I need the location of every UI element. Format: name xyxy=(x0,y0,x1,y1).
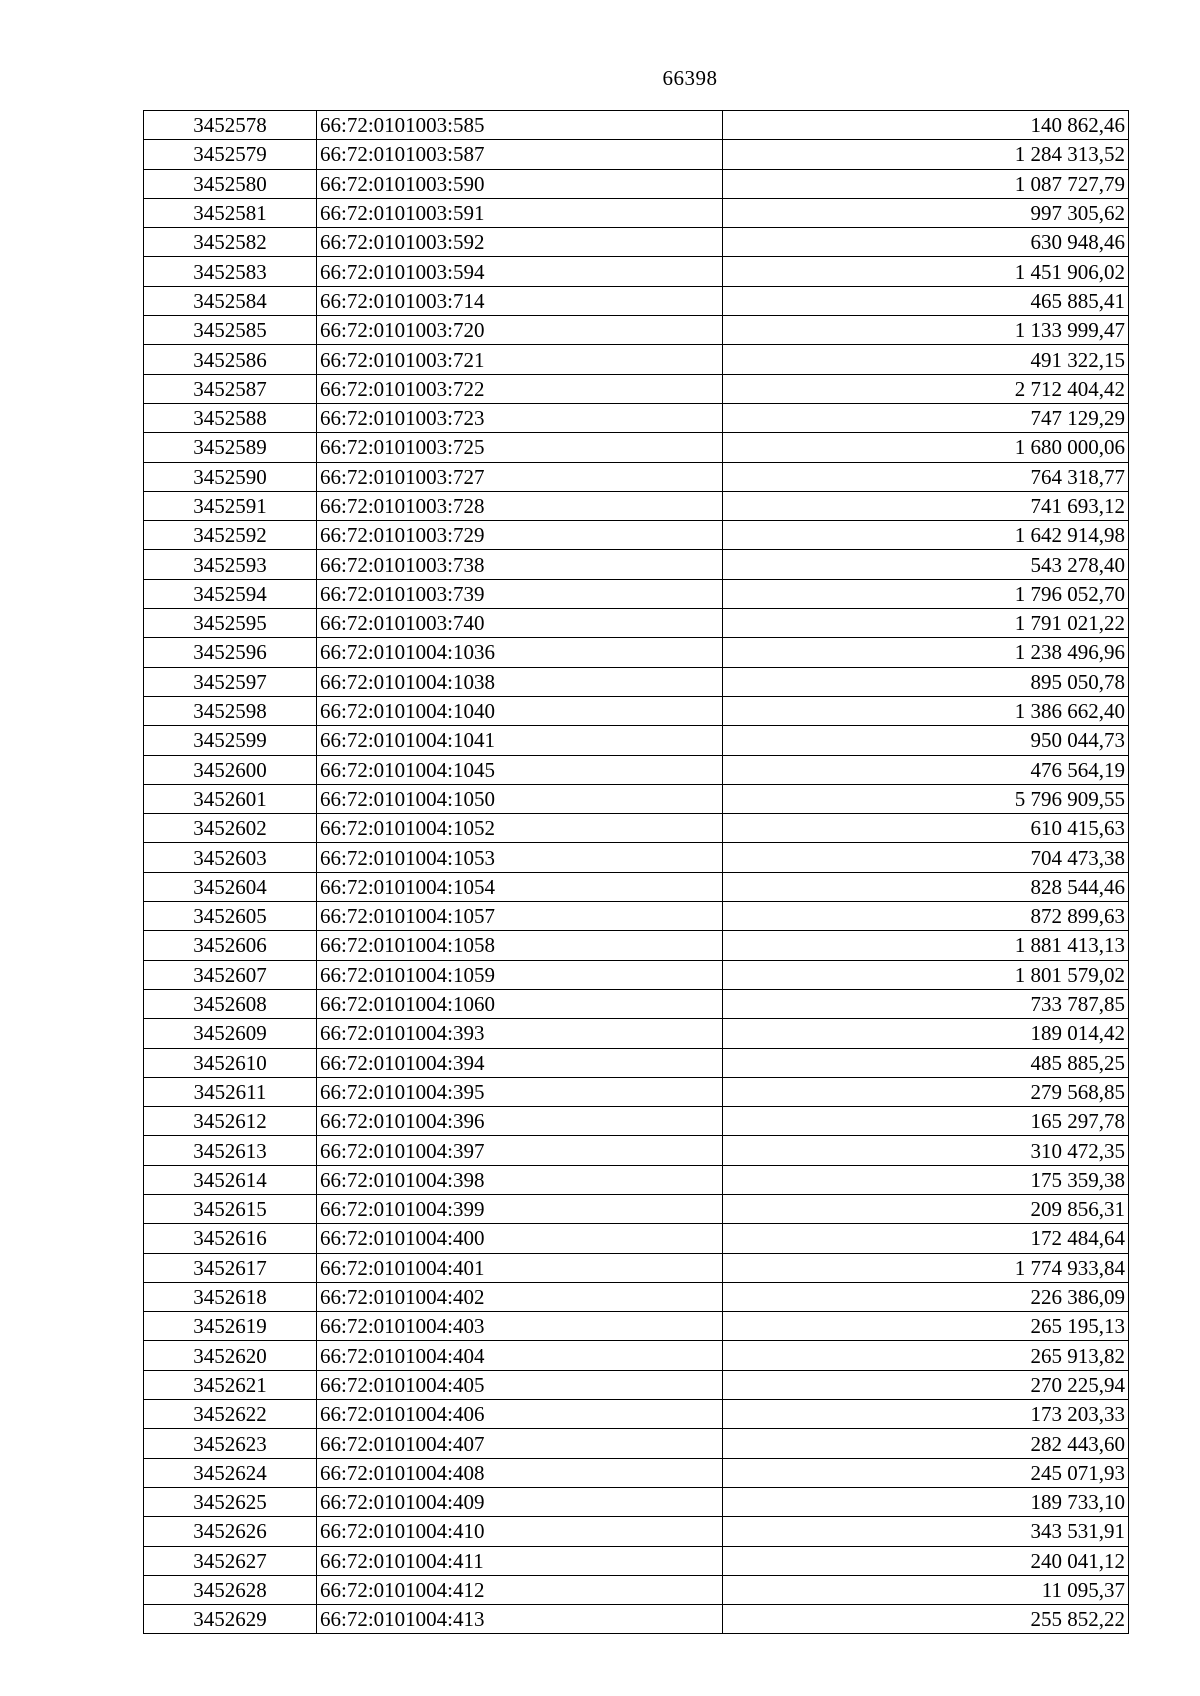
row-id-cell: 3452616 xyxy=(144,1224,317,1253)
table-row xyxy=(144,931,1129,960)
table-row xyxy=(144,726,1129,755)
cadastral-value-cell: 997 305,62 xyxy=(723,198,1129,227)
cadastral-number-cell: 66:72:0101003:739 xyxy=(317,579,723,608)
cadastral-value-cell: 741 693,12 xyxy=(723,491,1129,520)
table-row xyxy=(144,521,1129,550)
table-row xyxy=(144,667,1129,696)
row-id-cell: 3452585 xyxy=(144,316,317,345)
cadastral-value-cell: 1 774 933,84 xyxy=(723,1253,1129,1282)
cadastral-value-cell: 895 050,78 xyxy=(723,667,1129,696)
cadastral-number-cell: 66:72:0101004:1054 xyxy=(317,872,723,901)
cadastral-number-cell: 66:72:0101003:723 xyxy=(317,403,723,432)
table-row xyxy=(144,1253,1129,1282)
table-row xyxy=(144,316,1129,345)
table-row xyxy=(144,1487,1129,1516)
row-id-cell: 3452583 xyxy=(144,257,317,286)
cadastral-value-cell: 1 087 727,79 xyxy=(723,169,1129,198)
cadastral-number-cell: 66:72:0101004:410 xyxy=(317,1517,723,1546)
table-row xyxy=(144,1605,1129,1634)
table-row xyxy=(144,638,1129,667)
row-id-cell: 3452588 xyxy=(144,403,317,432)
table-row xyxy=(144,1282,1129,1311)
cadastral-value-cell: 2 712 404,42 xyxy=(723,374,1129,403)
row-id-cell: 3452611 xyxy=(144,1077,317,1106)
cadastral-value-cell: 465 885,41 xyxy=(723,286,1129,315)
table-row xyxy=(144,579,1129,608)
row-id-cell: 3452590 xyxy=(144,462,317,491)
cadastral-number-cell: 66:72:0101003:591 xyxy=(317,198,723,227)
cadastral-number-cell: 66:72:0101004:412 xyxy=(317,1575,723,1604)
cadastral-value-cell: 1 238 496,96 xyxy=(723,638,1129,667)
table-row xyxy=(144,1107,1129,1136)
cadastral-number-cell: 66:72:0101004:400 xyxy=(317,1224,723,1253)
row-id-cell: 3452605 xyxy=(144,902,317,931)
cadastral-number-cell: 66:72:0101004:411 xyxy=(317,1546,723,1575)
table-row xyxy=(144,111,1129,140)
cadastral-value-cell: 1 796 052,70 xyxy=(723,579,1129,608)
row-id-cell: 3452628 xyxy=(144,1575,317,1604)
table-row xyxy=(144,1048,1129,1077)
row-id-cell: 3452615 xyxy=(144,1194,317,1223)
table-row xyxy=(144,1458,1129,1487)
table-row xyxy=(144,1429,1129,1458)
cadastral-value-cell: 704 473,38 xyxy=(723,843,1129,872)
cadastral-value-cell: 950 044,73 xyxy=(723,726,1129,755)
cadastral-value-cell: 270 225,94 xyxy=(723,1370,1129,1399)
cadastral-value-cell: 240 041,12 xyxy=(723,1546,1129,1575)
table-row xyxy=(144,1165,1129,1194)
row-id-cell: 3452591 xyxy=(144,491,317,520)
row-id-cell: 3452612 xyxy=(144,1107,317,1136)
cadastral-value-cell: 265 195,13 xyxy=(723,1312,1129,1341)
cadastral-value-table xyxy=(143,110,1129,1634)
table-row xyxy=(144,198,1129,227)
table-row xyxy=(144,755,1129,784)
cadastral-value-cell: 485 885,25 xyxy=(723,1048,1129,1077)
cadastral-number-cell: 66:72:0101003:592 xyxy=(317,228,723,257)
cadastral-value-cell: 189 014,42 xyxy=(723,1019,1129,1048)
cadastral-value-cell: 1 881 413,13 xyxy=(723,931,1129,960)
cadastral-number-cell: 66:72:0101004:1052 xyxy=(317,814,723,843)
row-id-cell: 3452626 xyxy=(144,1517,317,1546)
row-id-cell: 3452625 xyxy=(144,1487,317,1516)
row-id-cell: 3452582 xyxy=(144,228,317,257)
table-row xyxy=(144,462,1129,491)
cadastral-number-cell: 66:72:0101004:1038 xyxy=(317,667,723,696)
table-row xyxy=(144,989,1129,1018)
cadastral-value-cell: 476 564,19 xyxy=(723,755,1129,784)
cadastral-number-cell: 66:72:0101003:728 xyxy=(317,491,723,520)
cadastral-number-cell: 66:72:0101003:587 xyxy=(317,140,723,169)
row-id-cell: 3452624 xyxy=(144,1458,317,1487)
row-id-cell: 3452607 xyxy=(144,960,317,989)
cadastral-value-cell: 1 791 021,22 xyxy=(723,609,1129,638)
row-id-cell: 3452589 xyxy=(144,433,317,462)
cadastral-number-cell: 66:72:0101004:1060 xyxy=(317,989,723,1018)
cadastral-value-cell: 173 203,33 xyxy=(723,1400,1129,1429)
cadastral-number-cell: 66:72:0101003:727 xyxy=(317,462,723,491)
cadastral-value-cell: 11 095,37 xyxy=(723,1575,1129,1604)
row-id-cell: 3452618 xyxy=(144,1282,317,1311)
cadastral-value-cell: 343 531,91 xyxy=(723,1517,1129,1546)
cadastral-value-cell: 1 801 579,02 xyxy=(723,960,1129,989)
cadastral-number-cell: 66:72:0101003:725 xyxy=(317,433,723,462)
cadastral-value-cell: 1 680 000,06 xyxy=(723,433,1129,462)
row-id-cell: 3452600 xyxy=(144,755,317,784)
row-id-cell: 3452593 xyxy=(144,550,317,579)
row-id-cell: 3452578 xyxy=(144,111,317,140)
row-id-cell: 3452592 xyxy=(144,521,317,550)
cadastral-value-cell: 1 133 999,47 xyxy=(723,316,1129,345)
table-row xyxy=(144,1019,1129,1048)
table-row xyxy=(144,872,1129,901)
cadastral-number-cell: 66:72:0101003:729 xyxy=(317,521,723,550)
cadastral-number-cell: 66:72:0101004:1058 xyxy=(317,931,723,960)
page-number: 66398 xyxy=(662,66,718,90)
cadastral-value-cell: 310 472,35 xyxy=(723,1136,1129,1165)
cadastral-number-cell: 66:72:0101004:1050 xyxy=(317,784,723,813)
row-id-cell: 3452581 xyxy=(144,198,317,227)
table-row xyxy=(144,228,1129,257)
cadastral-value-cell: 872 899,63 xyxy=(723,902,1129,931)
table-row xyxy=(144,609,1129,638)
cadastral-number-cell: 66:72:0101004:399 xyxy=(317,1194,723,1223)
row-id-cell: 3452617 xyxy=(144,1253,317,1282)
cadastral-value-cell: 5 796 909,55 xyxy=(723,784,1129,813)
cadastral-value-cell: 1 642 914,98 xyxy=(723,521,1129,550)
cadastral-number-cell: 66:72:0101004:1057 xyxy=(317,902,723,931)
row-id-cell: 3452596 xyxy=(144,638,317,667)
cadastral-value-cell: 255 852,22 xyxy=(723,1605,1129,1634)
row-id-cell: 3452599 xyxy=(144,726,317,755)
cadastral-number-cell: 66:72:0101003:721 xyxy=(317,345,723,374)
cadastral-number-cell: 66:72:0101004:409 xyxy=(317,1487,723,1516)
table-row xyxy=(144,374,1129,403)
cadastral-number-cell: 66:72:0101004:407 xyxy=(317,1429,723,1458)
cadastral-number-cell: 66:72:0101004:1053 xyxy=(317,843,723,872)
row-id-cell: 3452587 xyxy=(144,374,317,403)
cadastral-value-cell: 1 386 662,40 xyxy=(723,696,1129,725)
table-row xyxy=(144,1341,1129,1370)
row-id-cell: 3452621 xyxy=(144,1370,317,1399)
row-id-cell: 3452586 xyxy=(144,345,317,374)
cadastral-value-cell: 733 787,85 xyxy=(723,989,1129,1018)
cadastral-value-cell: 828 544,46 xyxy=(723,872,1129,901)
cadastral-number-cell: 66:72:0101004:393 xyxy=(317,1019,723,1048)
row-id-cell: 3452602 xyxy=(144,814,317,843)
table-row xyxy=(144,140,1129,169)
row-id-cell: 3452597 xyxy=(144,667,317,696)
row-id-cell: 3452580 xyxy=(144,169,317,198)
row-id-cell: 3452622 xyxy=(144,1400,317,1429)
cadastral-number-cell: 66:72:0101004:413 xyxy=(317,1605,723,1634)
cadastral-value-cell: 165 297,78 xyxy=(723,1107,1129,1136)
cadastral-number-cell: 66:72:0101004:1059 xyxy=(317,960,723,989)
row-id-cell: 3452595 xyxy=(144,609,317,638)
row-id-cell: 3452623 xyxy=(144,1429,317,1458)
row-id-cell: 3452613 xyxy=(144,1136,317,1165)
cadastral-number-cell: 66:72:0101004:408 xyxy=(317,1458,723,1487)
cadastral-value-cell: 245 071,93 xyxy=(723,1458,1129,1487)
cadastral-number-cell: 66:72:0101004:401 xyxy=(317,1253,723,1282)
row-id-cell: 3452608 xyxy=(144,989,317,1018)
table-row xyxy=(144,1575,1129,1604)
cadastral-number-cell: 66:72:0101004:397 xyxy=(317,1136,723,1165)
cadastral-value-cell: 491 322,15 xyxy=(723,345,1129,374)
cadastral-value-cell: 226 386,09 xyxy=(723,1282,1129,1311)
table-row xyxy=(144,1194,1129,1223)
cadastral-value-cell: 172 484,64 xyxy=(723,1224,1129,1253)
row-id-cell: 3452629 xyxy=(144,1605,317,1634)
table-row xyxy=(144,491,1129,520)
cadastral-number-cell: 66:72:0101003:722 xyxy=(317,374,723,403)
table-row xyxy=(144,1400,1129,1429)
cadastral-value-cell: 282 443,60 xyxy=(723,1429,1129,1458)
table-row xyxy=(144,433,1129,462)
table-row xyxy=(144,902,1129,931)
cadastral-value-cell: 610 415,63 xyxy=(723,814,1129,843)
table-row xyxy=(144,843,1129,872)
cadastral-value-cell: 630 948,46 xyxy=(723,228,1129,257)
table-body xyxy=(144,111,1129,1634)
row-id-cell: 3452609 xyxy=(144,1019,317,1048)
table-row xyxy=(144,1546,1129,1575)
row-id-cell: 3452598 xyxy=(144,696,317,725)
cadastral-number-cell: 66:72:0101003:590 xyxy=(317,169,723,198)
row-id-cell: 3452579 xyxy=(144,140,317,169)
table-row xyxy=(144,696,1129,725)
table-row xyxy=(144,1517,1129,1546)
table-row xyxy=(144,784,1129,813)
row-id-cell: 3452601 xyxy=(144,784,317,813)
table-row xyxy=(144,550,1129,579)
cadastral-value-cell: 209 856,31 xyxy=(723,1194,1129,1223)
row-id-cell: 3452584 xyxy=(144,286,317,315)
cadastral-number-cell: 66:72:0101004:1045 xyxy=(317,755,723,784)
table-row xyxy=(144,286,1129,315)
row-id-cell: 3452594 xyxy=(144,579,317,608)
table-row xyxy=(144,1370,1129,1399)
cadastral-value-cell: 189 733,10 xyxy=(723,1487,1129,1516)
cadastral-number-cell: 66:72:0101003:585 xyxy=(317,111,723,140)
cadastral-number-cell: 66:72:0101004:398 xyxy=(317,1165,723,1194)
row-id-cell: 3452610 xyxy=(144,1048,317,1077)
cadastral-number-cell: 66:72:0101004:1041 xyxy=(317,726,723,755)
cadastral-value-cell: 764 318,77 xyxy=(723,462,1129,491)
cadastral-number-cell: 66:72:0101004:405 xyxy=(317,1370,723,1399)
table-row xyxy=(144,960,1129,989)
row-id-cell: 3452603 xyxy=(144,843,317,872)
table-row xyxy=(144,169,1129,198)
row-id-cell: 3452619 xyxy=(144,1312,317,1341)
table-row xyxy=(144,345,1129,374)
row-id-cell: 3452606 xyxy=(144,931,317,960)
cadastral-value-cell: 543 278,40 xyxy=(723,550,1129,579)
cadastral-number-cell: 66:72:0101003:738 xyxy=(317,550,723,579)
cadastral-value-cell: 747 129,29 xyxy=(723,403,1129,432)
cadastral-value-cell: 1 284 313,52 xyxy=(723,140,1129,169)
table-row xyxy=(144,1136,1129,1165)
cadastral-value-cell: 265 913,82 xyxy=(723,1341,1129,1370)
row-id-cell: 3452604 xyxy=(144,872,317,901)
cadastral-value-cell: 175 359,38 xyxy=(723,1165,1129,1194)
row-id-cell: 3452614 xyxy=(144,1165,317,1194)
cadastral-number-cell: 66:72:0101003:594 xyxy=(317,257,723,286)
cadastral-number-cell: 66:72:0101004:396 xyxy=(317,1107,723,1136)
row-id-cell: 3452627 xyxy=(144,1546,317,1575)
table-row xyxy=(144,1312,1129,1341)
cadastral-number-cell: 66:72:0101004:404 xyxy=(317,1341,723,1370)
table-row xyxy=(144,1077,1129,1106)
cadastral-number-cell: 66:72:0101004:1040 xyxy=(317,696,723,725)
cadastral-value-cell: 279 568,85 xyxy=(723,1077,1129,1106)
cadastral-value-cell: 140 862,46 xyxy=(723,111,1129,140)
cadastral-number-cell: 66:72:0101004:394 xyxy=(317,1048,723,1077)
cadastral-number-cell: 66:72:0101004:1036 xyxy=(317,638,723,667)
table-row xyxy=(144,814,1129,843)
cadastral-number-cell: 66:72:0101003:714 xyxy=(317,286,723,315)
table-row xyxy=(144,403,1129,432)
table-row xyxy=(144,257,1129,286)
cadastral-number-cell: 66:72:0101004:406 xyxy=(317,1400,723,1429)
cadastral-number-cell: 66:72:0101003:720 xyxy=(317,316,723,345)
cadastral-number-cell: 66:72:0101004:395 xyxy=(317,1077,723,1106)
row-id-cell: 3452620 xyxy=(144,1341,317,1370)
cadastral-number-cell: 66:72:0101004:402 xyxy=(317,1282,723,1311)
table-row xyxy=(144,1224,1129,1253)
cadastral-value-cell: 1 451 906,02 xyxy=(723,257,1129,286)
cadastral-number-cell: 66:72:0101004:403 xyxy=(317,1312,723,1341)
cadastral-number-cell: 66:72:0101003:740 xyxy=(317,609,723,638)
